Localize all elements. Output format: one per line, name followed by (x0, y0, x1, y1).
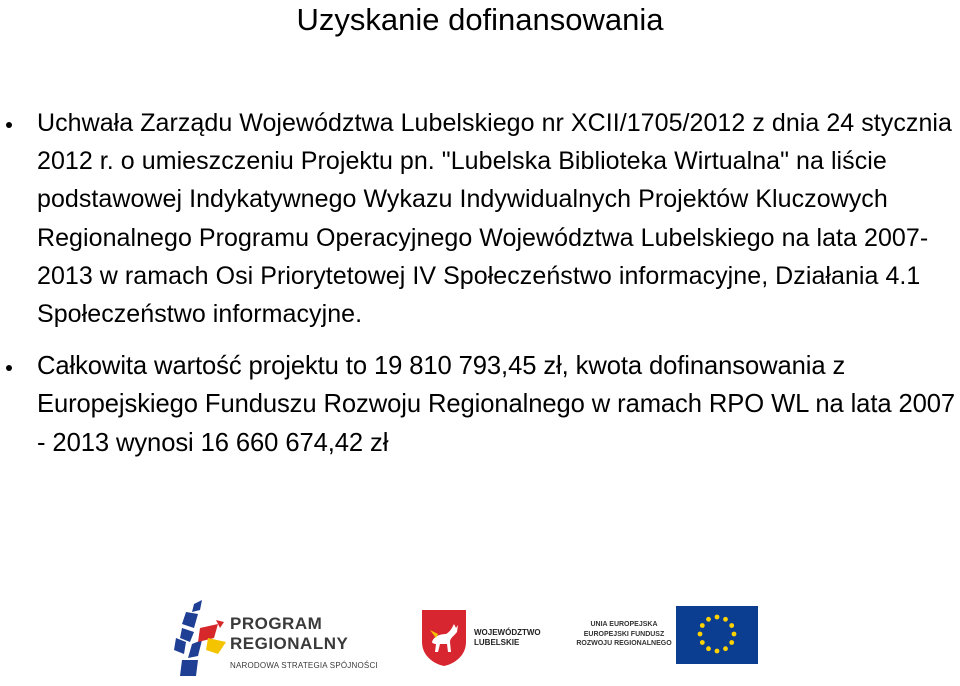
unia-europejska-logo (572, 604, 762, 668)
bullet-item (0, 104, 960, 333)
program-regionalny-subtitle: NARODOWA STRATEGIA SPÓJNOŚCI (230, 661, 378, 670)
program-regionalny-emblem-icon (172, 598, 228, 680)
bullet-dot-icon (6, 365, 12, 371)
wojewodztwo-line1: WOJEWÓDZTWO (474, 628, 541, 637)
bullet-text: Uchwała Zarządu Województwa Lubelskiego nr XCII/1705/2012 z dnia 24 stycznia 2012 r. o umieszczeniu Projektu pn. "Lubelska Biblioteka Wirtualna" na liście podstawowej Indykatywnego Wykazu Indywidualnych Projektów Kluczowych Regionalnego Programu Operacyjnego Województwa Lubelskiego na lata 2007-2013 w ramach Osi Priorytetowej IV Społeczeństwo informacyjne, Działania 4.1 Społeczeństwo informacyjne. (37, 109, 952, 329)
unia-line1: UNIA EUROPEJSKA (590, 621, 658, 628)
eu-flag-icon (676, 606, 758, 664)
slide-title: Uzyskanie dofinansowania (296, 2, 664, 37)
unia-line2: EUROPEJSKI FUNDUSZ (583, 631, 665, 638)
wojewodztwo-line2: LUBELSKIE (474, 638, 520, 647)
logo-strip (0, 590, 960, 686)
unia-line3: ROZWOJU REGIONALNEGO (576, 640, 672, 647)
lublin-coat-of-arms-icon (420, 608, 468, 668)
bullet-item (0, 347, 960, 462)
program-regionalny-line2: REGIONALNY (230, 634, 349, 653)
bullet-dot-icon (6, 122, 12, 128)
bullet-list (0, 104, 960, 462)
bullet-text: Całkowita wartość projektu to 19 810 793,45 zł, kwota dofinansowania z Europejskiego Funduszu Rozwoju Regionalnego w ramach RPO WL na lata 2007 - 2013 wynosi 16 660 674,42 zł (37, 352, 956, 457)
program-regionalny-line1: PROGRAM (230, 614, 323, 633)
wojewodztwo-lubelskie-logo (420, 608, 550, 668)
program-regionalny-logo (172, 598, 378, 680)
